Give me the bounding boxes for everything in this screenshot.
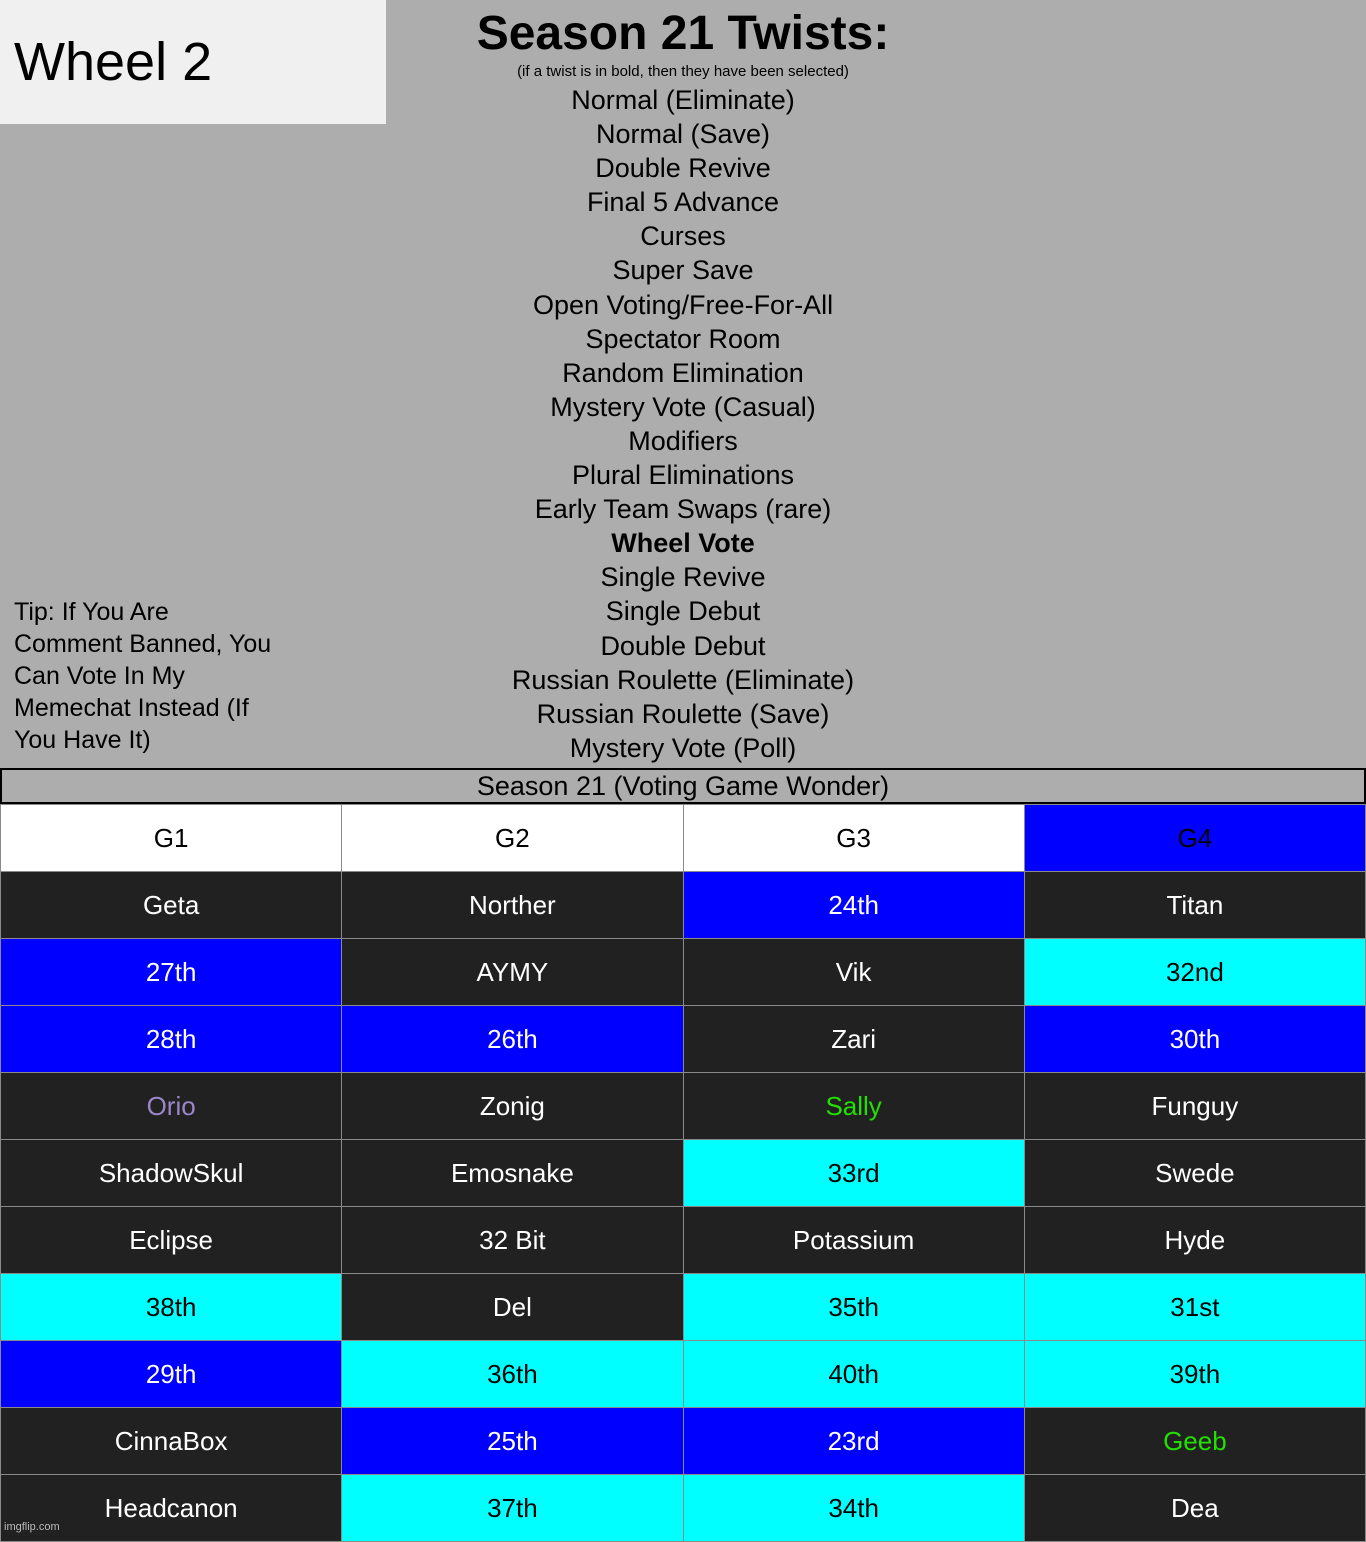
table-cell: Norther (342, 872, 683, 939)
contestant-table (0, 804, 1366, 1542)
table-cell: 38th (1, 1274, 342, 1341)
group-header: G1 (1, 805, 342, 872)
twist-item: Mystery Vote (Casual) (550, 391, 816, 422)
table-row (1, 1006, 1366, 1073)
twist-item: Normal (Eliminate) (571, 85, 795, 115)
table-cell: AYMY (342, 939, 683, 1006)
twist-item: Plural Eliminations (571, 460, 795, 491)
table-cell: Potassium (683, 1207, 1024, 1274)
table-cell: 37th (342, 1475, 683, 1542)
table-cell: Titan (1024, 872, 1365, 939)
table-cell: 24th (683, 872, 1024, 939)
table-row (1, 1341, 1366, 1408)
season-label: Season 21 (Voting Game Wonder) (0, 768, 1366, 804)
twist-item: Final 5 Advance (586, 187, 780, 218)
twists-panel (0, 0, 1366, 768)
table-cell: Dea (1024, 1475, 1365, 1542)
group-header: G4 (1024, 805, 1365, 872)
table-cell: 28th (1, 1006, 342, 1073)
table-cell: 32 Bit (342, 1207, 683, 1274)
table-row (1, 1207, 1366, 1274)
twist-item: Russian Roulette (Eliminate) (511, 664, 855, 695)
twist-item: Super Save (612, 255, 754, 286)
twist-item: Russian Roulette (Save) (536, 698, 830, 729)
table-cell: Zari (683, 1006, 1024, 1073)
twist-item: Wheel Vote (611, 528, 755, 559)
twist-item: Single Revive (600, 562, 766, 593)
table-cell: Emosnake (342, 1140, 683, 1207)
table-cell: Headcanon (1, 1475, 342, 1542)
table-cell: Geeb (1024, 1408, 1365, 1475)
group-header: G3 (683, 805, 1024, 872)
twist-item: Random Elimination (562, 357, 804, 388)
table-cell: Orio (1, 1073, 342, 1140)
table-cell: 34th (683, 1475, 1024, 1542)
table-cell: 32nd (1024, 939, 1365, 1006)
table-row (1, 1408, 1366, 1475)
table-row (1, 1274, 1366, 1341)
twist-item: Open Voting/Free-For-All (532, 289, 834, 320)
group-header: G2 (342, 805, 683, 872)
table-row (1, 1475, 1366, 1542)
twist-item: Curses (640, 221, 726, 252)
table-row (1, 872, 1366, 939)
table-cell: Zonig (342, 1073, 683, 1140)
table-cell: Vik (683, 939, 1024, 1006)
twist-item: Mystery Vote (Poll) (569, 732, 797, 763)
twist-item: Double Debut (600, 630, 766, 661)
table-cell: ShadowSkul (1, 1140, 342, 1207)
table-cell: 25th (342, 1408, 683, 1475)
table-header-row (1, 805, 1366, 872)
table-cell: Swede (1024, 1140, 1365, 1207)
table-body (1, 872, 1366, 1542)
twist-item: Spectator Room (585, 323, 781, 354)
page-subtitle: (if a twist is in bold, then they have been selected) (517, 63, 849, 80)
twist-item: Early Team Swaps (rare) (534, 494, 832, 525)
twist-item: Modifiers (628, 425, 738, 456)
wheel-label: Wheel 2 (0, 0, 386, 124)
table-cell: 27th (1, 939, 342, 1006)
twist-item: Normal (Save) (595, 119, 771, 150)
table-cell: 26th (342, 1006, 683, 1073)
table-cell: Del (342, 1274, 683, 1341)
table-cell: Hyde (1024, 1207, 1365, 1274)
table-cell: Eclipse (1, 1207, 342, 1274)
twist-item: Single Debut (605, 596, 761, 627)
page-title: Season 21 Twists: (476, 7, 890, 60)
table-row (1, 1073, 1366, 1140)
table-cell: 29th (1, 1341, 342, 1408)
table-cell: 36th (342, 1341, 683, 1408)
table-cell: 30th (1024, 1006, 1365, 1073)
table-cell: 23rd (683, 1408, 1024, 1475)
table-cell: Sally (683, 1073, 1024, 1140)
watermark: imgflip.com (4, 1521, 60, 1533)
table-cell: 39th (1024, 1341, 1365, 1408)
table-cell: 35th (683, 1274, 1024, 1341)
table-cell: Geta (1, 872, 342, 939)
table-cell: Funguy (1024, 1073, 1365, 1140)
table-cell: 40th (683, 1341, 1024, 1408)
table-cell: 31st (1024, 1274, 1365, 1341)
table-row (1, 939, 1366, 1006)
table-cell: 33rd (683, 1140, 1024, 1207)
table-cell: CinnaBox (1, 1408, 342, 1475)
twist-item: Double Revive (595, 153, 771, 184)
table-row (1, 1140, 1366, 1207)
tip-text: Tip: If You Are Comment Banned, You Can Vote In My Memechat Instead (If You Have It) (14, 598, 272, 754)
